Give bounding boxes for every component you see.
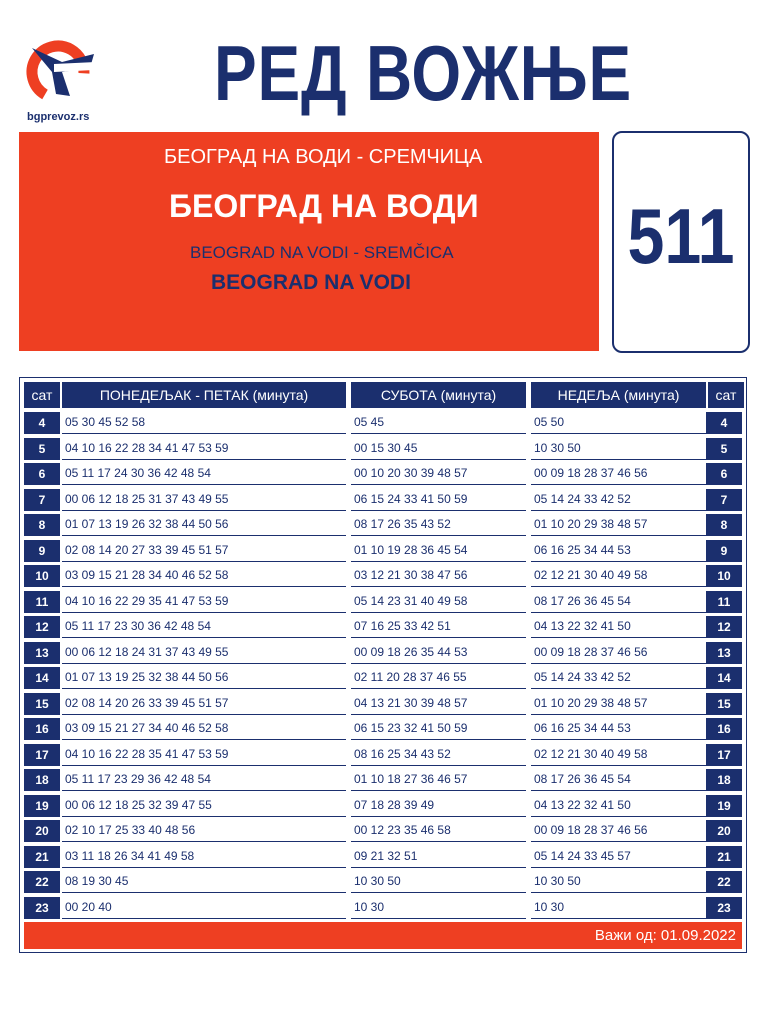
table-row (20, 768, 746, 793)
timetable (19, 377, 747, 953)
header-weekday: ПОНЕДЕЉАК - ПЕТАК (минута) (62, 382, 346, 408)
saturday-minutes: 08 16 25 34 43 52 (351, 743, 526, 766)
saturday-minutes: 03 12 21 30 38 47 56 (351, 564, 526, 587)
saturday-minutes: 00 15 30 45 (351, 437, 526, 460)
hour-cell-left: 15 (24, 693, 60, 715)
weekday-minutes: 04 10 16 22 29 35 41 47 53 59 (62, 590, 346, 613)
hour-cell-left: 19 (24, 795, 60, 817)
saturday-minutes: 10 30 (351, 896, 526, 919)
weekday-minutes: 00 06 12 18 25 32 39 47 55 (62, 794, 346, 817)
hour-cell-left: 23 (24, 897, 60, 919)
header-sunday: НЕДЕЉА (минута) (531, 382, 706, 408)
hour-cell-right: 5 (706, 438, 742, 460)
weekday-minutes: 04 10 16 22 28 34 41 47 53 59 (62, 437, 346, 460)
table-row (20, 615, 746, 640)
sunday-minutes: 04 13 22 32 41 50 (531, 794, 706, 817)
hour-cell-left: 17 (24, 744, 60, 766)
hour-cell-right: 21 (706, 846, 742, 868)
route-stop-cyrillic: БЕОГРАД НА ВОДИ (169, 188, 479, 224)
sunday-minutes: 08 17 26 36 45 54 (531, 768, 706, 791)
weekday-minutes: 05 11 17 24 30 36 42 48 54 (62, 462, 346, 485)
hour-cell-left: 12 (24, 616, 60, 638)
sunday-minutes: 05 14 24 33 42 52 (531, 666, 706, 689)
table-row (20, 437, 746, 462)
sunday-minutes: 02 12 21 30 40 49 58 (531, 564, 706, 587)
saturday-minutes: 06 15 24 33 41 50 59 (351, 488, 526, 511)
table-row (20, 717, 746, 742)
hour-cell-left: 5 (24, 438, 60, 460)
hour-cell-right: 10 (706, 565, 742, 587)
hour-cell-right: 18 (706, 769, 742, 791)
saturday-minutes: 07 18 28 39 49 (351, 794, 526, 817)
hour-cell-left: 13 (24, 642, 60, 664)
weekday-minutes: 02 10 17 25 33 40 48 56 (62, 819, 346, 842)
saturday-minutes: 01 10 19 28 36 45 54 (351, 539, 526, 562)
sunday-minutes: 01 10 20 29 38 48 57 (531, 513, 706, 536)
saturday-minutes: 07 16 25 33 42 51 (351, 615, 526, 638)
table-row (20, 896, 746, 921)
logo-text: bgprevoz.rs (27, 111, 90, 123)
table-row (20, 411, 746, 436)
saturday-minutes: 00 10 20 30 39 48 57 (351, 462, 526, 485)
sunday-minutes: 00 09 18 28 37 46 56 (531, 641, 706, 664)
hour-cell-right: 8 (706, 514, 742, 536)
saturday-minutes: 02 11 20 28 37 46 55 (351, 666, 526, 689)
route-number-box (612, 131, 750, 353)
table-row (20, 794, 746, 819)
hour-cell-right: 20 (706, 820, 742, 842)
table-row (20, 819, 746, 844)
sunday-minutes: 04 13 22 32 41 50 (531, 615, 706, 638)
weekday-minutes: 03 11 18 26 34 41 49 58 (62, 845, 346, 868)
table-row (20, 590, 746, 615)
saturday-minutes: 04 13 21 30 39 48 57 (351, 692, 526, 715)
hour-cell-left: 11 (24, 591, 60, 613)
route-stop-latin: BEOGRAD NA VODI (211, 271, 411, 294)
sunday-minutes: 05 14 24 33 42 52 (531, 488, 706, 511)
hour-cell-left: 20 (24, 820, 60, 842)
sunday-minutes: 10 30 50 (531, 870, 706, 893)
sunday-minutes: 00 09 18 28 37 46 56 (531, 462, 706, 485)
table-row (20, 462, 746, 487)
hour-cell-left: 21 (24, 846, 60, 868)
sunday-minutes: 02 12 21 30 40 49 58 (531, 743, 706, 766)
hour-cell-left: 10 (24, 565, 60, 587)
saturday-minutes: 09 21 32 51 (351, 845, 526, 868)
table-row (20, 539, 746, 564)
weekday-minutes: 05 11 17 23 29 36 42 48 54 (62, 768, 346, 791)
hour-cell-left: 6 (24, 463, 60, 485)
table-row (20, 666, 746, 691)
weekday-minutes: 05 30 45 52 58 (62, 411, 346, 434)
hour-cell-left: 4 (24, 412, 60, 434)
hour-cell-right: 11 (706, 591, 742, 613)
hour-cell-left: 22 (24, 871, 60, 893)
route-direction-cyrillic: БЕОГРАД НА ВОДИ - СРЕМЧИЦА (164, 146, 483, 168)
saturday-minutes: 05 45 (351, 411, 526, 434)
weekday-minutes: 03 09 15 21 28 34 40 46 52 58 (62, 564, 346, 587)
hour-cell-right: 15 (706, 693, 742, 715)
hour-cell-left: 16 (24, 718, 60, 740)
table-row (20, 513, 746, 538)
hour-cell-left: 18 (24, 769, 60, 791)
hour-cell-right: 23 (706, 897, 742, 919)
saturday-minutes: 10 30 50 (351, 870, 526, 893)
table-row (20, 692, 746, 717)
weekday-minutes: 08 19 30 45 (62, 870, 346, 893)
valid-from-text: Важи од: 01.09.2022 (594, 927, 736, 944)
sunday-minutes: 08 17 26 36 45 54 (531, 590, 706, 613)
hour-cell-right: 9 (706, 540, 742, 562)
header-hour-right: сат (708, 382, 744, 408)
sunday-minutes: 01 10 20 29 38 48 57 (531, 692, 706, 715)
header-saturday: СУБОТА (минута) (351, 382, 526, 408)
hour-cell-right: 17 (706, 744, 742, 766)
hour-cell-right: 13 (706, 642, 742, 664)
hour-cell-left: 8 (24, 514, 60, 536)
route-info-panel (19, 132, 599, 351)
hour-cell-right: 12 (706, 616, 742, 638)
hour-cell-right: 19 (706, 795, 742, 817)
hour-cell-right: 6 (706, 463, 742, 485)
hour-cell-right: 7 (706, 489, 742, 511)
route-direction-latin: BEOGRAD NA VODI - SREMČICA (190, 243, 454, 262)
table-row (20, 845, 746, 870)
weekday-minutes: 00 06 12 18 24 31 37 43 49 55 (62, 641, 346, 664)
table-row (20, 488, 746, 513)
sunday-minutes: 05 50 (531, 411, 706, 434)
hour-cell-right: 16 (706, 718, 742, 740)
logo-icon (24, 24, 102, 114)
page-title: РЕД ВОЖЊЕ (214, 29, 632, 117)
header-hour-left: сат (24, 382, 60, 408)
weekday-minutes: 05 11 17 23 30 36 42 48 54 (62, 615, 346, 638)
weekday-minutes: 00 20 40 (62, 896, 346, 919)
route-number: 511 (627, 192, 735, 280)
sunday-minutes: 10 30 (531, 896, 706, 919)
weekday-minutes: 02 08 14 20 26 33 39 45 51 57 (62, 692, 346, 715)
table-row (20, 641, 746, 666)
sunday-minutes: 05 14 24 33 45 57 (531, 845, 706, 868)
sunday-minutes: 10 30 50 (531, 437, 706, 460)
weekday-minutes: 03 09 15 21 27 34 40 46 52 58 (62, 717, 346, 740)
hour-cell-left: 9 (24, 540, 60, 562)
saturday-minutes: 06 15 23 32 41 50 59 (351, 717, 526, 740)
saturday-minutes: 01 10 18 27 36 46 57 (351, 768, 526, 791)
sunday-minutes: 00 09 18 28 37 46 56 (531, 819, 706, 842)
table-row (20, 743, 746, 768)
weekday-minutes: 02 08 14 20 27 33 39 45 51 57 (62, 539, 346, 562)
weekday-minutes: 00 06 12 18 25 31 37 43 49 55 (62, 488, 346, 511)
hour-cell-left: 7 (24, 489, 60, 511)
table-row (20, 564, 746, 589)
saturday-minutes: 08 17 26 35 43 52 (351, 513, 526, 536)
hour-cell-right: 4 (706, 412, 742, 434)
weekday-minutes: 01 07 13 19 26 32 38 44 50 56 (62, 513, 346, 536)
table-row (20, 870, 746, 895)
hour-cell-right: 22 (706, 871, 742, 893)
saturday-minutes: 00 09 18 26 35 44 53 (351, 641, 526, 664)
weekday-minutes: 01 07 13 19 25 32 38 44 50 56 (62, 666, 346, 689)
saturday-minutes: 05 14 23 31 40 49 58 (351, 590, 526, 613)
weekday-minutes: 04 10 16 22 28 35 41 47 53 59 (62, 743, 346, 766)
saturday-minutes: 00 12 23 35 46 58 (351, 819, 526, 842)
hour-cell-right: 14 (706, 667, 742, 689)
hour-cell-left: 14 (24, 667, 60, 689)
sunday-minutes: 06 16 25 34 44 53 (531, 717, 706, 740)
sunday-minutes: 06 16 25 34 44 53 (531, 539, 706, 562)
footer-bar (24, 922, 742, 949)
